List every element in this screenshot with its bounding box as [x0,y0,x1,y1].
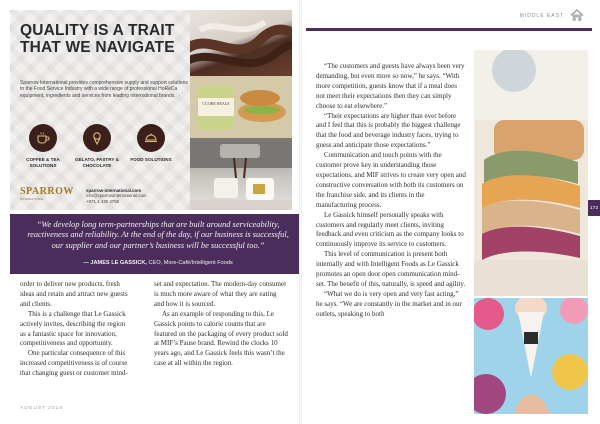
logo-wordmark: SPARROW [20,186,74,197]
gelato-icon [83,124,111,152]
gelato-cone-photo [474,298,588,414]
logo-subtext: INTERNATIONAL [20,197,44,201]
article-column-right [316,62,466,320]
paragraph: order to deliver new products, fresh ideas and retain and attract new guests and clients. [20,280,128,308]
ad-phone: +971 4 430 4795 [86,198,120,204]
paragraph: Communication and touch points with the customer prove key in understanding those expectations, and MIF strives to create very open and constructive conversation with both its customers on the franchise side, and its clients in the manufacturing process. [316,151,466,209]
food-icon [137,124,165,152]
header-rule [306,28,592,31]
article-column-left-2 [154,280,288,369]
ad-feature-label: FOOD SOLUTIONS [130,157,172,162]
espresso-machine-photo [190,138,292,210]
ad-website: sparrow-international.com [86,188,142,193]
home-icon[interactable] [570,9,584,22]
quote-author-title: CEO, More-Café/Intelligent Foods [146,260,233,266]
ad-contact [86,188,186,204]
page-number-tab [588,200,600,216]
advertisement [10,10,292,210]
paragraph: “Their expectations are higher than ever before and I feel that this is probably the biggest challenge that the food and beverage industry faces, trying to guess and anticipate those expectations.” [316,111,461,150]
right-page [302,0,600,424]
ad-feature-label: COFFEE & TEA SOLUTIONS [26,157,60,168]
paragraph: As an example of responding to this, Le Gassick points to calorie counts that are featured on the packaging of every product sold at MIF’s Pause brand. Rewind the clocks 10 years ago, and Le Gassick feels this wasn’t the case at all within the region. [154,309,288,368]
sparrow-logo [20,186,82,204]
paragraph: “What we do is very open and very fast acting,” he says. “We are constantly in the market and in our outlets, speaking to both [316,289,462,318]
pull-quote [10,214,300,274]
cream-jar-label: CUORE REALE [202,101,230,106]
chocolate-swirl-photo [190,10,292,76]
ad-body-text: Sparrow International provides comprehensive supply and support solutions to the Food Service Industry with a wide range of professional HoReCa equipment, ingredients and services from leading international brands. [20,80,188,99]
ad-headline: QUALITY IS A TRAIT THAT WE NAVIGATE [20,22,175,56]
issue-date: AUGUST 2018 [20,406,63,411]
paragraph: “The customers and guests have always been very demanding, but even more so now,” he says. “With more competition, guests know that if a meal does not meet their expectations then they can simply choose to eat elsewhere.” [316,62,465,110]
paragraph: One particular consequence of this increased competitiveness is of course that changing guest or customer mind- [20,349,128,378]
ad-feature-label: GELATO, PASTRY & CHOCOLATE [75,157,119,168]
ad-feature-coffee [18,124,68,168]
ad-email: info@sparrowinternational.com [86,193,147,199]
ad-feature-food [126,124,176,163]
article-column-left-1 [20,280,130,379]
cream-jar-photo [190,76,292,138]
pull-quote-text: “We develop long term-partnerships that are built around serviceability, reactiveness and reliability. At the end of the day, if our business is successful, our supplier and our partner’s business will be successful too.” [27,220,289,250]
section-label: MIDDLE EAST [519,13,564,19]
quote-author-name: — JAMES LE GASSICK, [83,260,147,266]
pasta-dough-photo [474,50,588,296]
pull-quote-attribution [22,260,294,266]
paragraph: set and expectation. The modern-day consumer is much more aware of what they are eating and how it is sourced. [154,280,287,308]
paragraph: Le Gassick himself personally speaks with customers and regularly meet clients, inviting feedback and even criticism as the company looks to continuously improve its service to customers. [316,210,464,249]
ad-feature-gelato [72,124,122,168]
page-number: 173 [589,205,598,211]
paragraph: This is a challenge that Le Gassick actively invites, describing the region as a fantastic space for innovation, competitiveness and opportunity. [20,309,126,348]
paragraph: This level of communication is present both internally and with Intelligent Foods as Le Gassick promotes an open door open communication mind-set. The benefit of this, naturally, is speed and agility. [316,250,466,288]
coffee-cup-icon [29,124,57,152]
